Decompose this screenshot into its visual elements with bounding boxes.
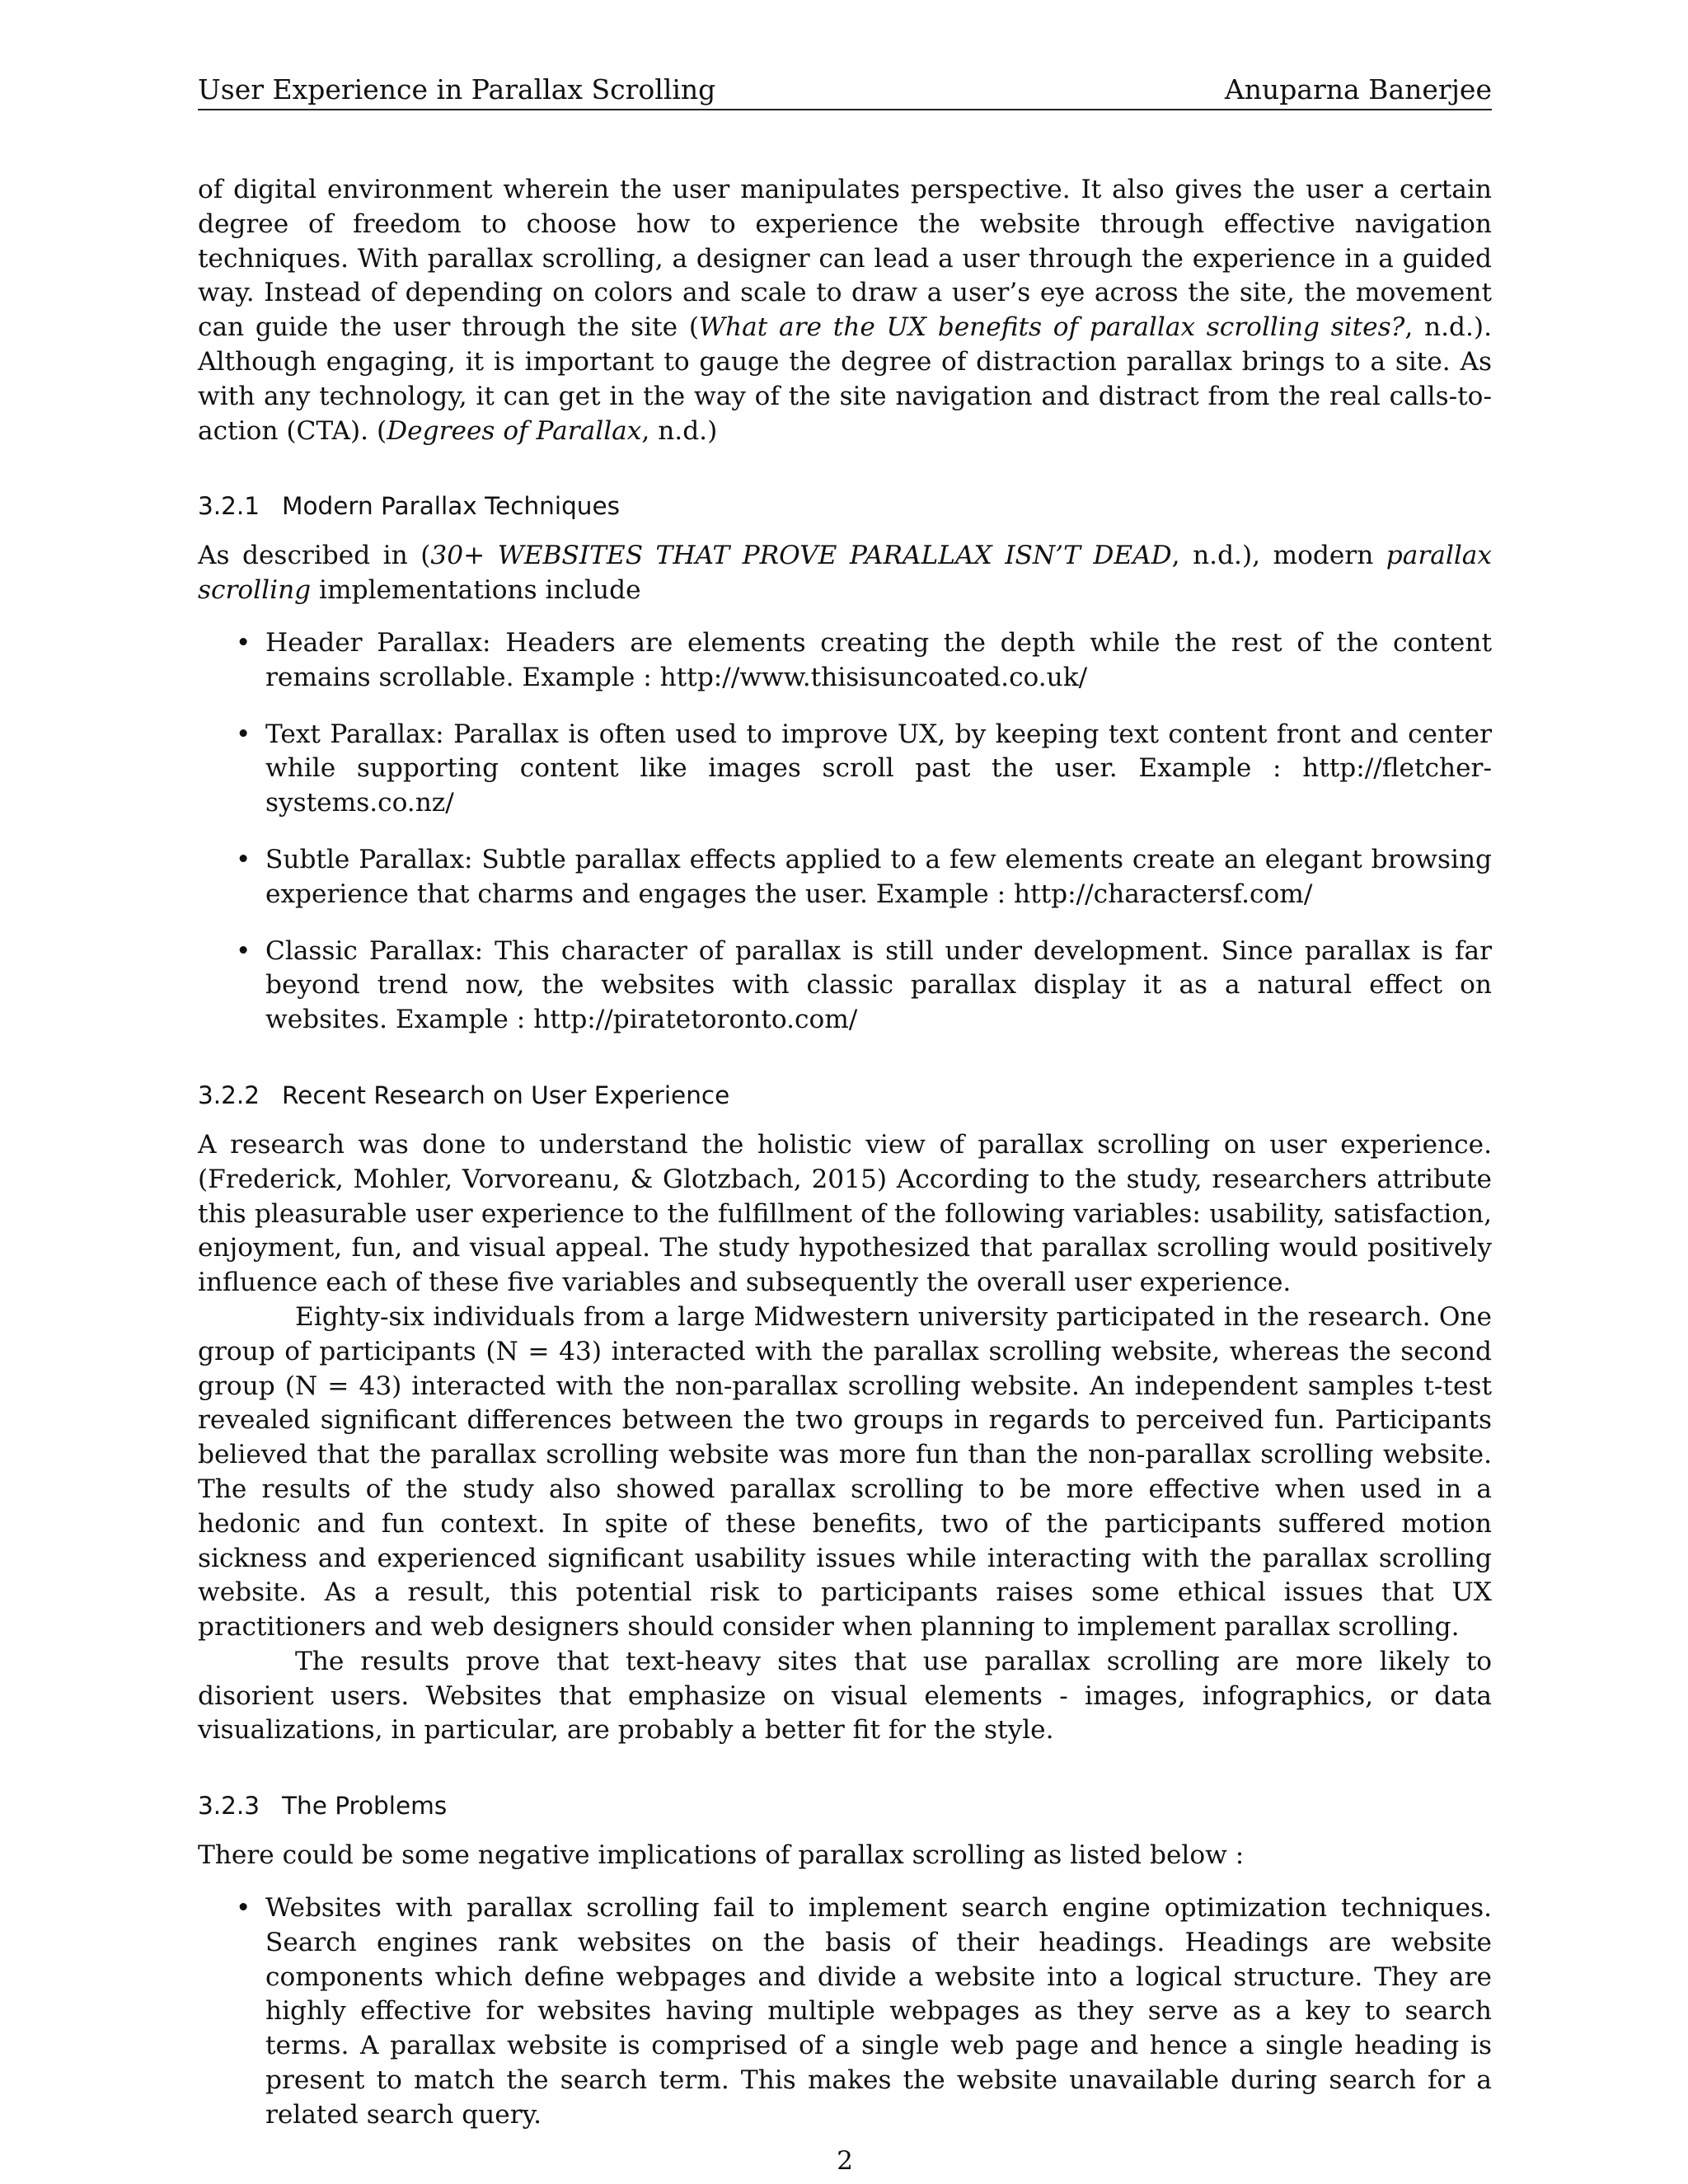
problems-lead: There could be some negative implications of parallax scrolling as listed below : xyxy=(198,1840,1245,1871)
bullet-icon: • xyxy=(236,844,251,874)
bullet-icon: • xyxy=(236,719,251,749)
list-item-text: Subtle Parallax: Subtle parallax effects applied to a few elements create an elegant browsing experience that charms and engages the user. Example : http://charactersf.com/ xyxy=(265,844,1492,909)
section-title: Modern Parallax Techniques xyxy=(282,492,621,521)
bullet-icon: • xyxy=(236,1893,251,1924)
section-title: The Problems xyxy=(282,1792,448,1821)
research-paragraph: The results prove that text-heavy sites that use parallax scrolling are more likely to disorient users. Websites that emphasize on visual elements - images, infographics, or data visualizations, in particular, are probably a better fit for the style. xyxy=(198,1646,1492,1746)
lead-text-3: implementations include xyxy=(311,575,641,606)
running-header xyxy=(198,73,1492,110)
list-item-text: Text Parallax: Parallax is often used to improve UX, by keeping text content front and center while supporting content like images scroll past the user. Example : http://fletcher-systems.co.nz/ xyxy=(265,719,1492,818)
list-item-text: Header Parallax: Headers are elements creating the depth while the rest of the content remains scrollable. Example : http://www.thisisuncoated.co.uk/ xyxy=(265,627,1492,692)
research-paragraph: A research was done to understand the holistic view of parallax scrolling on user experience.(Frederick, Mohler, Vorvoreanu, & Glotzbach, 2015) According to the study, researchers attribute this pleasurable user experience to the fulfillment of the following variables: usability, satisfaction, enjoyment, fun, and visual appeal. The study hypothesized that parallax scrolling would positively influence each of these five variables and subsequently the overall user experience. xyxy=(198,1129,1492,1298)
intro-citation-2: Degrees of Parallax xyxy=(387,415,642,446)
section-heading-321 xyxy=(198,490,1492,523)
bullet-icon: • xyxy=(236,627,251,658)
list-item xyxy=(236,1891,1492,2133)
list-item xyxy=(236,935,1492,1038)
section-heading-322 xyxy=(198,1079,1492,1112)
section-321-lead xyxy=(198,539,1492,608)
lead-emphasis: parallax scrolling xyxy=(198,541,1492,606)
intro-text-1: of digital environment wherein the user manipulates perspective. It also gives the user a certain degree of freedom to choose how to experience the website through effective navigation techniques. With parallax scrolling, a designer can lead a user through the experience in a guided way. Instead of depending on colors and scale to draw a user’s eye across the site, the movement can guide the user through the site ( xyxy=(198,175,1492,343)
parallax-techniques-list xyxy=(198,626,1492,1038)
intro-text-3: , n.d.) xyxy=(641,415,718,446)
section-heading-323 xyxy=(198,1789,1492,1822)
research-paragraph: Eighty-six individuals from a large Midwestern university participated in the research. One group of participants (N = 43) interacted with the parallax scrolling website, whereas the second group (N = 43) interacted with the non-parallax scrolling website. An independent samples t-test revealed significant differences between the two groups in regards to perceived fun. Participants believed that the parallax scrolling website was more fun than the non-parallax scrolling website. The results of the study also showed parallax scrolling to be more effective when used in a hedonic and fun context. In spite of these benefits, two of the participants suffered motion sickness and experienced significant usability issues while interacting with the parallax scrolling website. As a result, this potential risk to participants raises some ethical issues that UX practitioners and web designers should consider when planning to implement parallax scrolling. xyxy=(198,1301,1492,1643)
lead-text-1: As described in ( xyxy=(198,541,431,571)
page-number: 2 xyxy=(837,2146,853,2176)
header-author: Anuparna Banerjee xyxy=(1224,73,1492,105)
intro-citation-1: What are the UX benefits of parallax scrolling sites? xyxy=(698,312,1405,343)
list-item xyxy=(236,626,1492,696)
document-page xyxy=(198,73,1492,2176)
lead-text-2: , n.d.), modern xyxy=(1171,541,1386,571)
list-item-text: Websites with parallax scrolling fail to implement search engine optimization techniques. Search engines rank websites on the basis of their headings. Headings are website components which define webpages and divide a website into a logical structure. They are highly effective for websites having multiple webpages as they serve as a key to search terms. A parallax website is comprised of a single web page and hence a single heading is present to match the search term. This makes the website unavailable during search for a related search query. xyxy=(265,1893,1492,2130)
intro-paragraph xyxy=(198,173,1492,448)
section-number: 3.2.1 xyxy=(198,492,260,521)
bullet-icon: • xyxy=(236,935,251,966)
list-item xyxy=(236,843,1492,912)
header-title: User Experience in Parallax Scrolling xyxy=(198,73,716,105)
section-number: 3.2.3 xyxy=(198,1792,260,1821)
section-title: Recent Research on User Experience xyxy=(282,1080,730,1109)
list-item-text: Classic Parallax: This character of parallax is still under development. Since parallax is far beyond trend now, the websites with classic parallax display it as a natural effect on websites. Example : http://piratetoronto.com/ xyxy=(265,935,1492,1035)
list-item xyxy=(236,718,1492,821)
section-number: 3.2.2 xyxy=(198,1080,260,1109)
problems-list xyxy=(198,1891,1492,2133)
intro-text-2: , n.d.). Although engaging, it is important to gauge the degree of distraction parallax brings to a site. As with any technology, it can get in the way of the site navigation and distract from the real calls-to-action (CTA). ( xyxy=(198,312,1492,446)
lead-citation: 30+ WEBSITES THAT PROVE PARALLAX ISN’T DEAD xyxy=(430,541,1172,571)
